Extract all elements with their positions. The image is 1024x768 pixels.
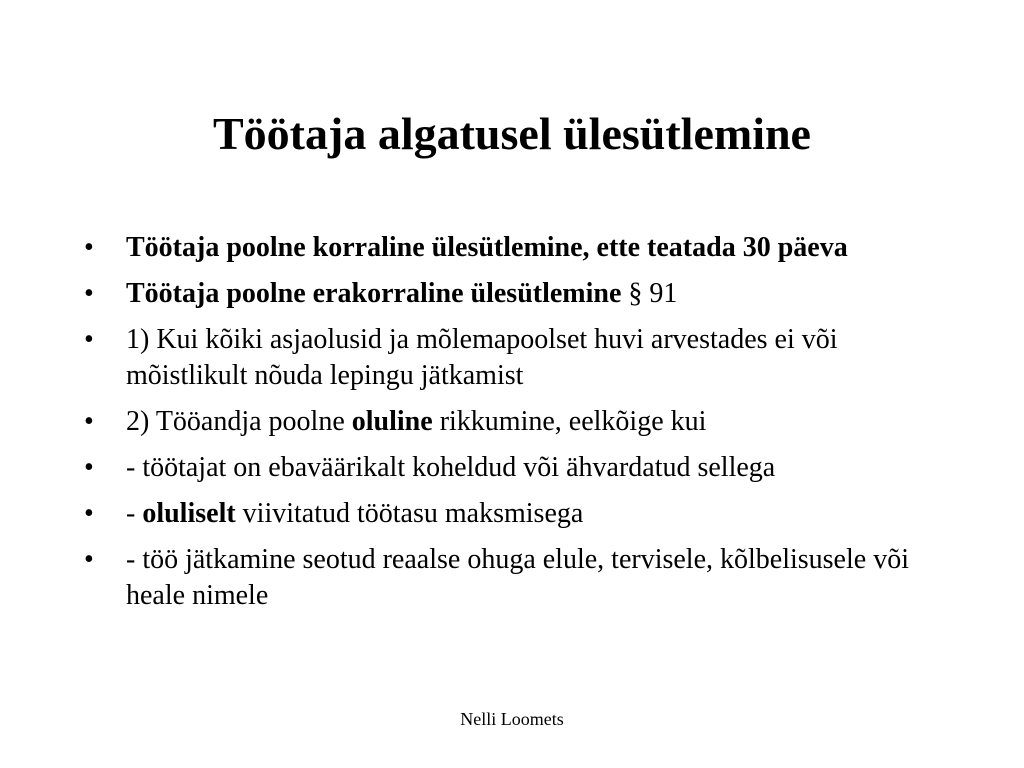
bullet-item-delayed-pay (84, 496, 934, 532)
bullet-icon: • (84, 544, 94, 575)
bullet-text: Töötaja poolne korraline ülesütlemine, ette teatada 30 päeva (126, 232, 848, 263)
bullet-text-emphasis: oluline (351, 406, 433, 437)
bullet-text-start: - (126, 498, 143, 529)
bullet-item-reason-1 (84, 322, 934, 394)
bullet-icon: • (84, 232, 94, 263)
bullet-text: - töötajat on ebaväärikalt koheldud või ähvardatud sellega (126, 452, 776, 483)
bullet-text: - töö jätkamine seotud reaalse ohuga elule, tervisele, kõlbelisusele või heale nimele (126, 544, 909, 611)
bullet-text-emphasis: oluliselt (142, 498, 236, 529)
bullet-icon: • (84, 278, 94, 309)
bullet-text-bold: Töötaja poolne erakorraline ülesütlemine (126, 278, 622, 309)
bullet-icon: • (84, 324, 94, 355)
footer-author: Nelli Loomets (460, 709, 564, 729)
bullet-item-reason-2 (84, 404, 934, 440)
bullet-text-start: 2) Tööandja poolne (126, 406, 352, 437)
bullet-text-end: rikkumine, eelkõige kui (432, 406, 707, 437)
bullet-icon: • (84, 498, 94, 529)
bullet-text: 1) Kui kõiki asjaolusid ja mõlemapoolset huvi arvestades ei või mõistlikult nõuda lepingu jätkamist (126, 324, 838, 391)
bullet-list (84, 230, 934, 624)
bullet-text-section: § 91 (621, 278, 678, 309)
bullet-item-extraordinary-notice (84, 276, 934, 312)
bullet-icon: • (84, 452, 94, 483)
bullet-icon: • (84, 406, 94, 437)
bullet-text-end: viivitatud töötasu maksmisega (235, 498, 584, 529)
slide-title: Töötaja algatusel ülesütlemine (213, 108, 811, 159)
bullet-item-ordinary-notice (84, 230, 934, 266)
bullet-item-real-danger (84, 542, 934, 614)
bullet-item-degrading-treatment (84, 450, 934, 486)
